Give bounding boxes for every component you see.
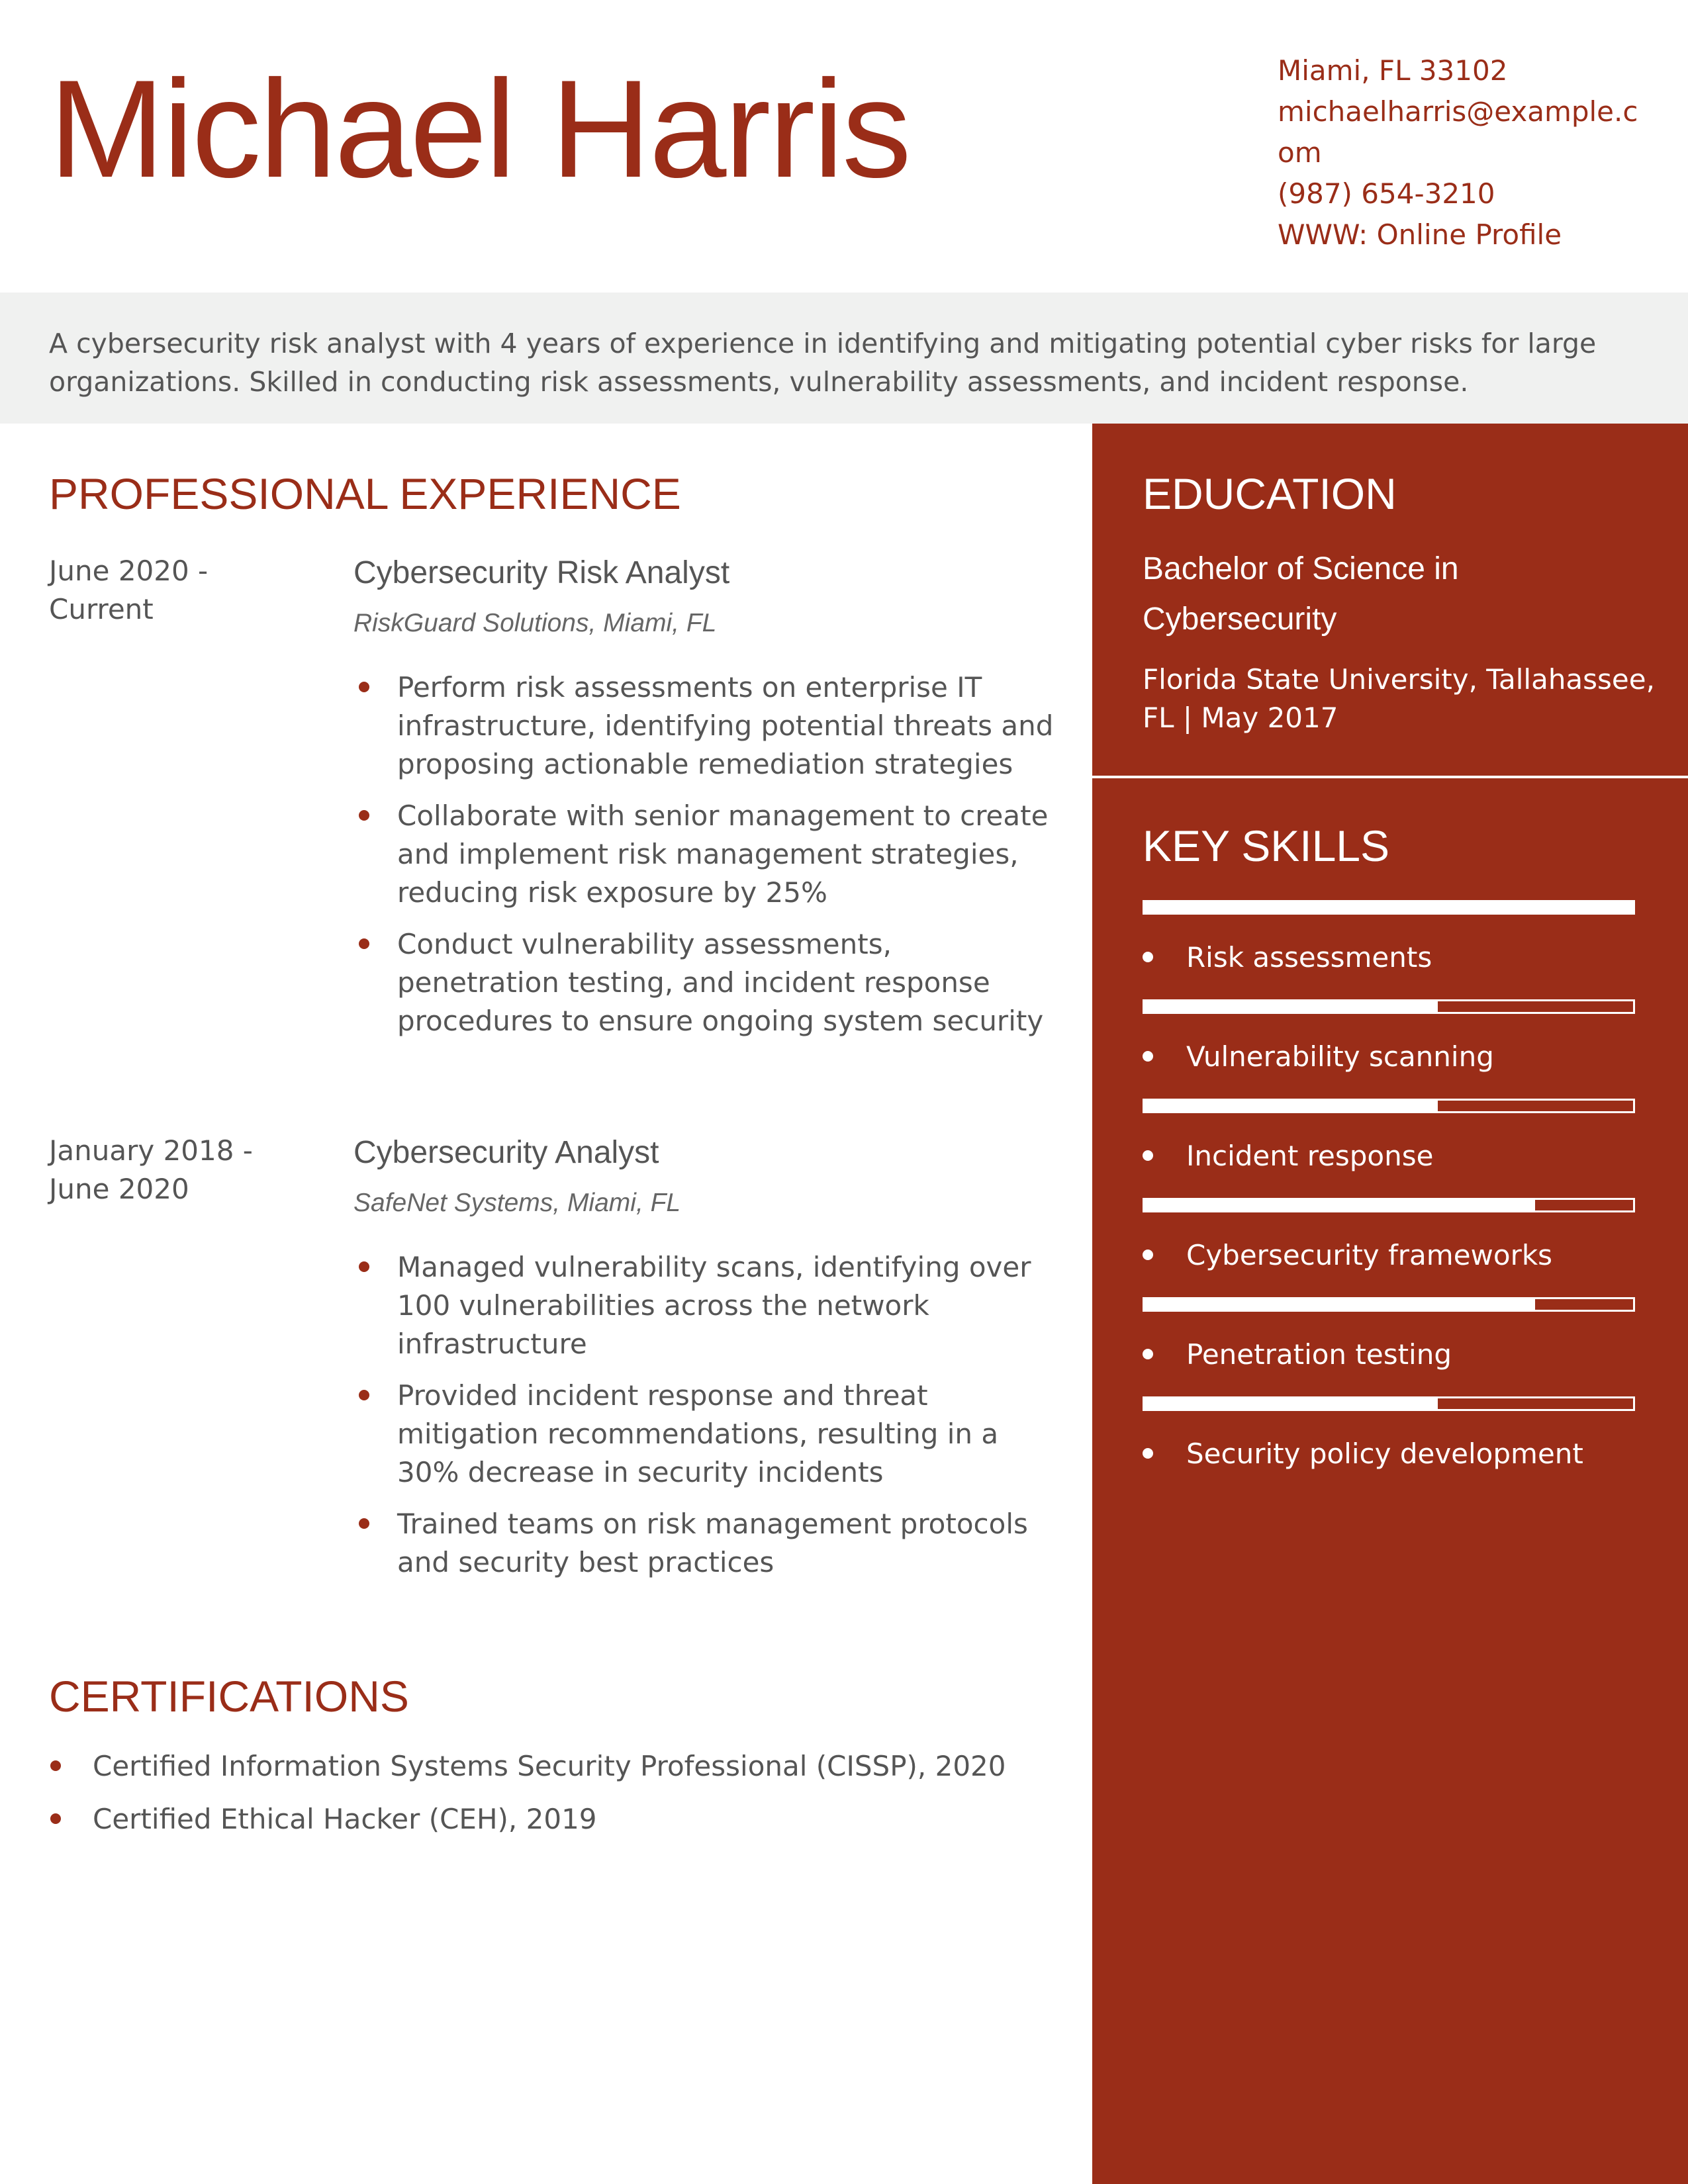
job-title: Cybersecurity Risk Analyst [353, 555, 730, 590]
contact-phone: (987) 654-3210 [1278, 177, 1495, 210]
job-dates: June 2020 - Current [49, 555, 209, 625]
job-company: RiskGuard Solutions, Miami, FL [353, 609, 717, 637]
skill-entry [1143, 999, 1639, 1099]
contact-email[interactable]: michaelharris@example.com [1278, 95, 1638, 169]
summary-band [0, 293, 1688, 424]
skill-entry [1143, 1396, 1639, 1496]
job-bullets [353, 668, 1055, 1040]
candidate-name: Michael Harris [49, 51, 910, 206]
contact-location: Miami, FL 33102 [1278, 54, 1508, 87]
job-bullet: Provided incident response and threat mitigation recommendations, resulting in a 30% decrease in security incidents [353, 1377, 1055, 1492]
certification-item: Certified Information Systems Security Professional (CISSP), 2020 [49, 1747, 1055, 1786]
skill-level-bar [1143, 1297, 1635, 1312]
skill-name: Vulnerability scanning [1143, 1038, 1494, 1076]
skill-entry [1143, 900, 1639, 999]
skill-entry [1143, 1099, 1639, 1198]
job-bullet: Perform risk assessments on enterprise IT infrastructure, identifying potential threats and proposing actionable remediation strategies [353, 668, 1055, 784]
skill-level-fill [1145, 1101, 1438, 1111]
skill-entry [1143, 1297, 1639, 1396]
sidebar-divider [1092, 776, 1688, 778]
experience-heading: PROFESSIONAL EXPERIENCE [49, 469, 681, 518]
job-bullet: Managed vulnerability scans, identifying over 100 vulnerabilities across the network infrastructure [353, 1248, 1055, 1363]
contact-block [1278, 50, 1648, 255]
skill-level-bar [1143, 999, 1635, 1014]
job-title: Cybersecurity Analyst [353, 1135, 659, 1170]
skill-name: Risk assessments [1143, 938, 1432, 977]
education-heading: EDUCATION [1143, 469, 1397, 518]
skill-level-fill [1145, 1001, 1438, 1012]
job-bullet: Trained teams on risk management protocols and security best practices [353, 1505, 1055, 1582]
skill-name: Penetration testing [1143, 1336, 1452, 1374]
job-dates: January 2018 - June 2020 [49, 1134, 253, 1205]
skill-name: Cybersecurity frameworks [1143, 1236, 1552, 1275]
skill-level-fill [1145, 1299, 1535, 1310]
skill-level-fill [1145, 1200, 1535, 1210]
skill-level-fill [1145, 1398, 1438, 1409]
skills-list [1143, 900, 1639, 1496]
skill-name: Security policy development [1143, 1435, 1583, 1473]
skill-level-bar [1143, 1099, 1635, 1113]
education-degree: Bachelor of Science in Cybersecurity [1143, 551, 1459, 637]
education-school: Florida State University, Tallahassee, FL | May 2017 [1143, 663, 1655, 734]
certifications-heading: CERTIFICATIONS [49, 1672, 409, 1721]
job-bullets [353, 1248, 1055, 1582]
skills-heading: KEY SKILLS [1143, 821, 1390, 870]
certification-item: Certified Ethical Hacker (CEH), 2019 [49, 1800, 1055, 1839]
sidebar [1092, 424, 1688, 2184]
certifications-list [49, 1747, 1055, 1853]
skill-level-bar [1143, 1198, 1635, 1212]
skill-level-fill [1145, 902, 1633, 913]
summary-text: A cybersecurity risk analyst with 4 years of experience in identifying and mitigating potential cyber risks for large organizations. Skilled in conducting risk assessments, vulnerability assessments, and incident response. [49, 328, 1597, 398]
skill-level-bar [1143, 1396, 1635, 1411]
skill-name: Incident response [1143, 1137, 1433, 1175]
job-company: SafeNet Systems, Miami, FL [353, 1189, 681, 1217]
contact-website-link[interactable]: WWW: Online Profile [1278, 218, 1562, 251]
job-bullet: Collaborate with senior management to create and implement risk management strategies, reducing risk exposure by 25% [353, 797, 1055, 912]
skill-entry [1143, 1198, 1639, 1297]
job-bullet: Conduct vulnerability assessments, penetration testing, and incident response procedures to ensure ongoing system security [353, 925, 1055, 1040]
skill-level-bar [1143, 900, 1635, 915]
